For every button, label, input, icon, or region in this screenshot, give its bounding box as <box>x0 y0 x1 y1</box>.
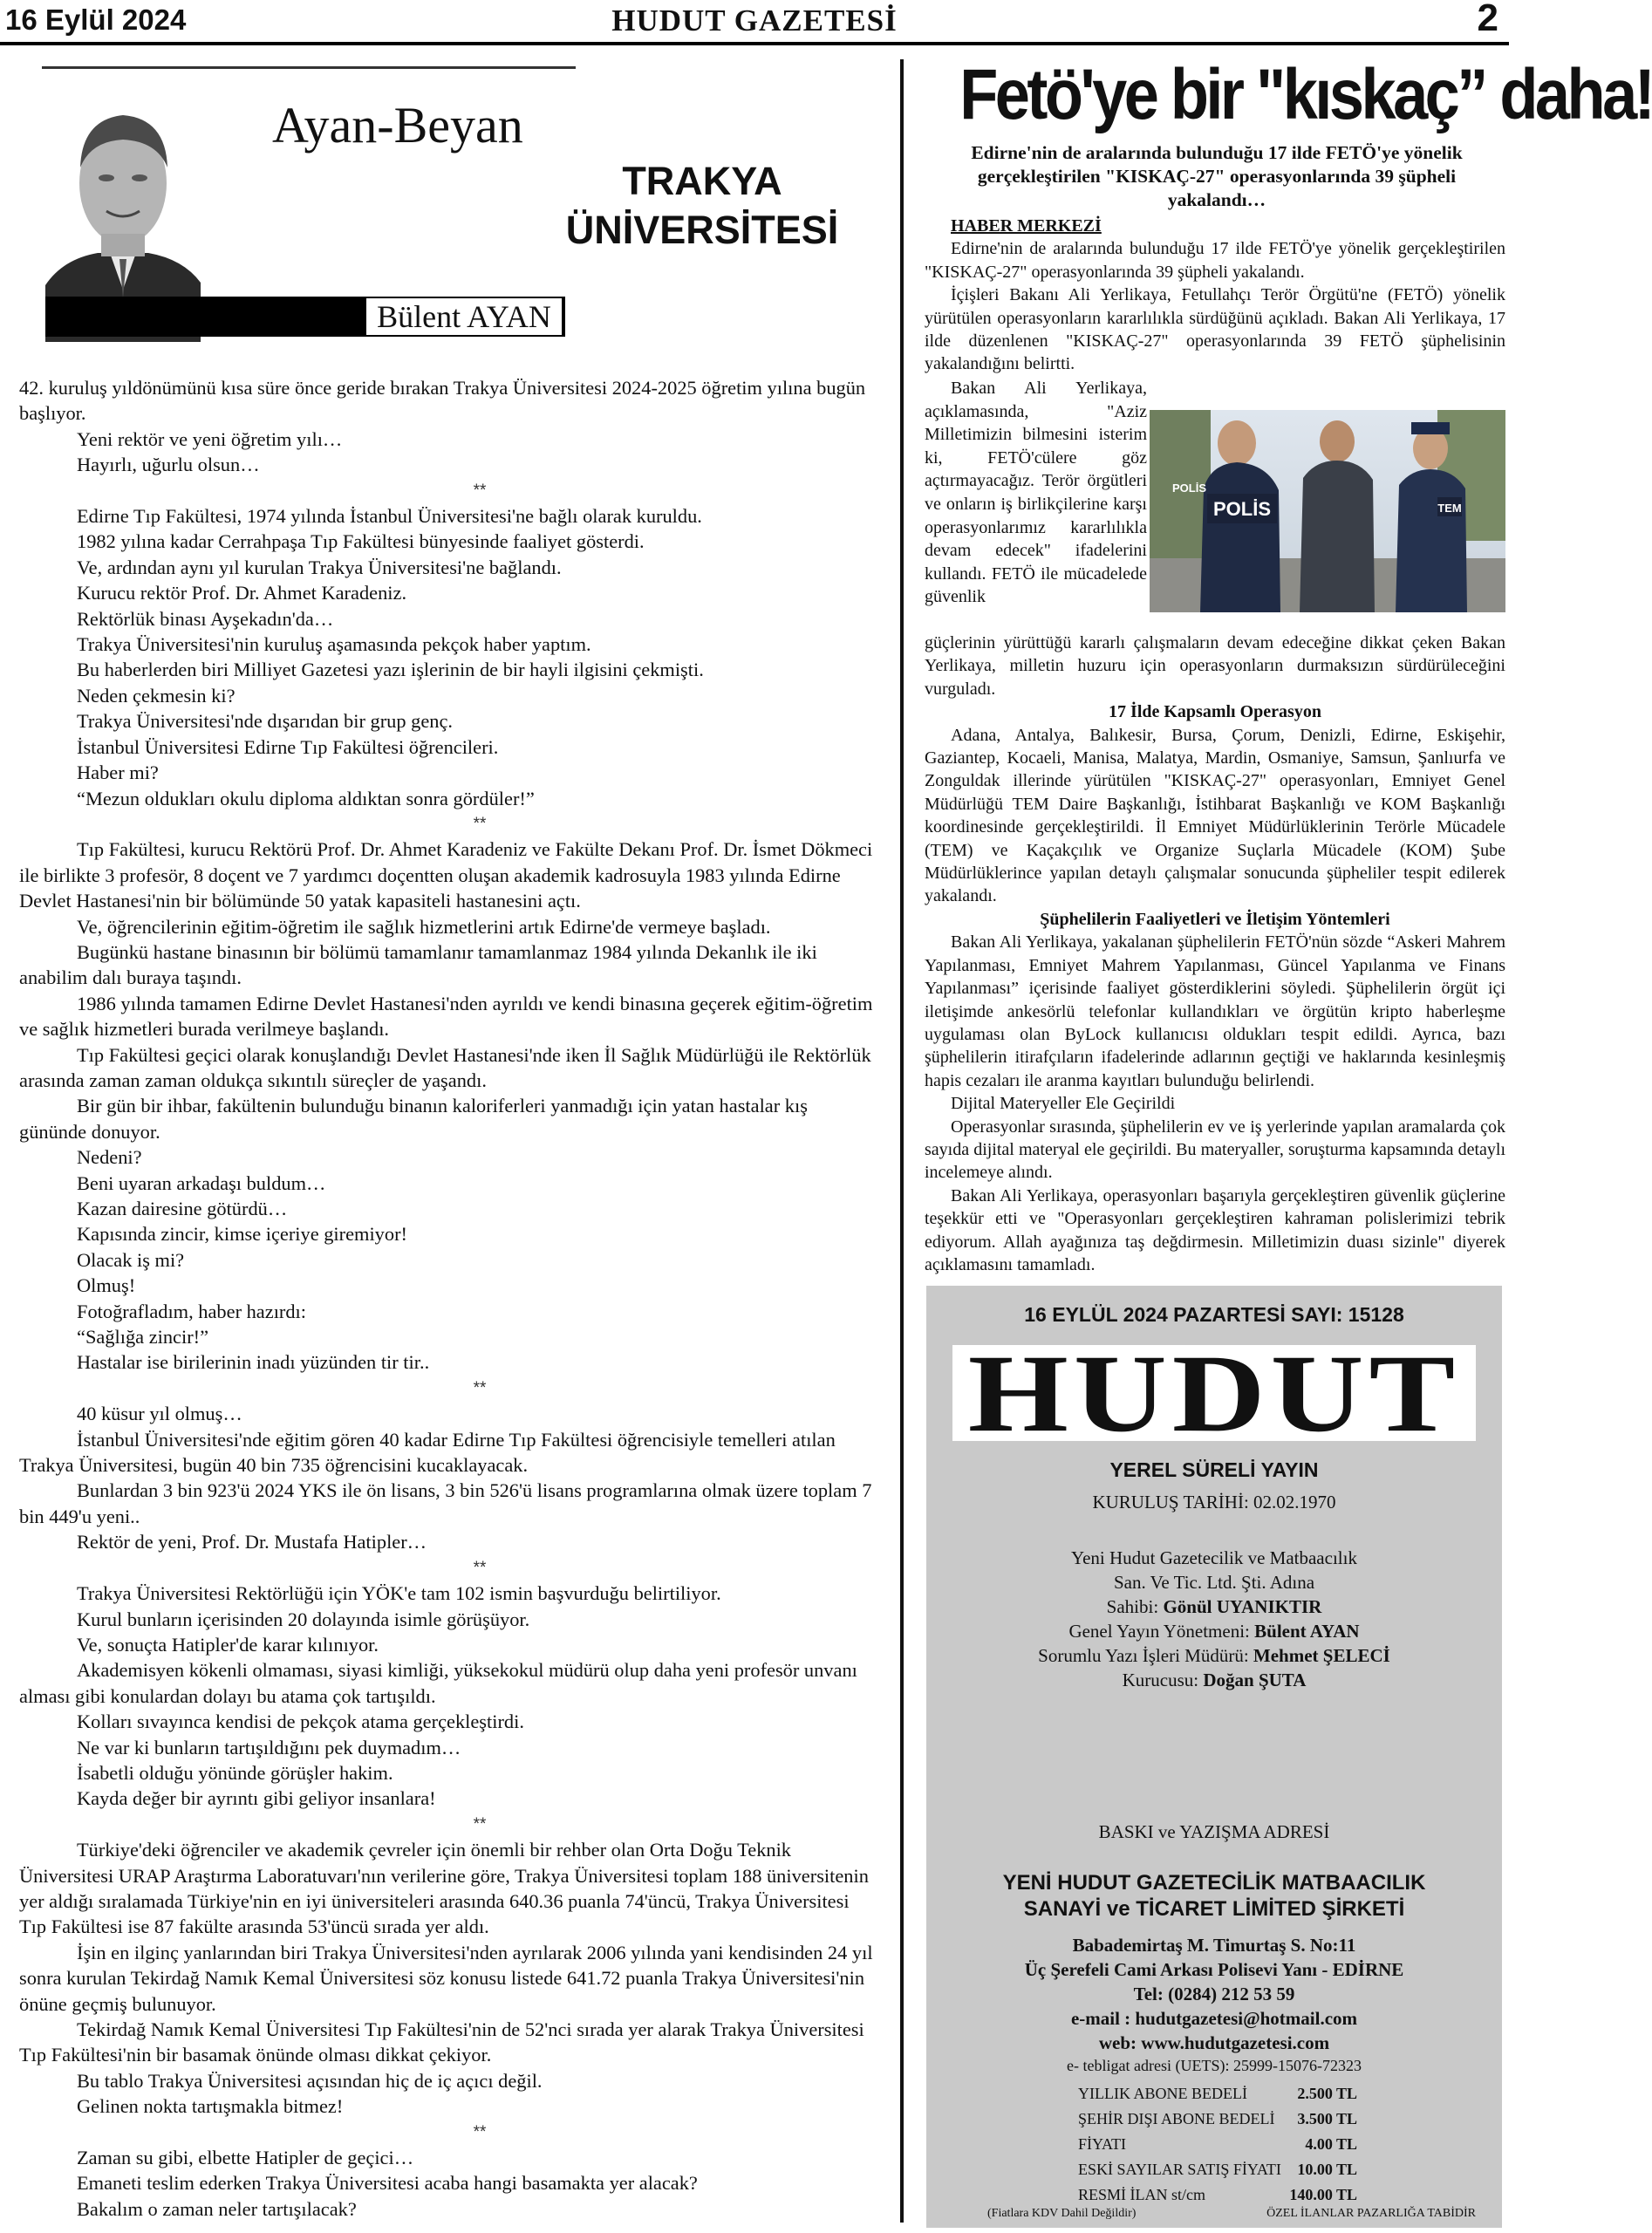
price-value: 2.500 TL <box>1297 2085 1357 2102</box>
article-paragraph: Zaman su gibi, elbette Hatipler de geçici… <box>77 2147 414 2169</box>
price-label: YILLIK ABONE BEDELİ <box>1078 2085 1247 2102</box>
masthead-logo <box>952 1332 1476 1456</box>
article-paragraph: Bu tablo Trakya Üniversitesi açısından hiç de iç açıcı değil. <box>77 2069 543 2092</box>
article-paragraph: Hastalar ise birilerinin inadı yüzünden tir tir.. <box>77 1351 430 1374</box>
article-paragraph: 1986 yılında tamamen Edirne Devlet Hastanesi'nden ayrıldı ve kendi binasına geçerek eğitim-öğretim ve sağlık hizmetleri burada verilmeye başlandı. <box>19 992 873 1041</box>
news-paragraph: Bakan Ali Yerlikaya, yakalanan şüphelilerin FETÖ'nün sözde “Askeri Mahrem Yapılanması, Emniyet Mahrem Yapılanması, Güncel Yapılanma ve Finans Yapılanması” içerisinde faaliyet gösterdiklerini söyledi. Şüphelilerin örgüt içi iletişimde ankesörlü telefonlar kullandıkları ve örgütün kripto haberleşme uygulaması olan ByLock kullanıcısı oldukları tespit edildi. Ayrıca, bazı şüphelilerin itirafçıların ifadelerinde adlarının geçtiği ve haklarında kesinleşmiş hapis cezaları ile aranma kayıtları bulunduğu belirlendi. <box>925 932 1505 1090</box>
masthead-issue: 16 EYLÜL 2024 PAZARTESİ SAYI: 15128 <box>1024 1303 1404 1326</box>
masthead-web: web: www.hudutgazetesi.com <box>1098 2032 1330 2053</box>
article-paragraph: İşin en ilginç yanlarından biri Trakya Üniversitesi'nden ayrılarak 2006 yılında yani kendisinden 24 yıl sonra kurulan Tekirdağ Namık Kemal Üniversitesi söz konusu listede 641.72 puanla Trakya Üniversitesi'nin önüne geçmiş bulunuyor. <box>19 1941 873 2015</box>
masthead-address-title: BASKI ve YAZIŞMA ADRESİ <box>1098 1821 1330 1842</box>
article-paragraph: Trakya Üniversitesi Rektörlüğü için YÖK'e tam 102 ismin başvurduğu belirtiliyor. <box>77 1582 721 1605</box>
column-title: Ayan-Beyan <box>272 97 523 154</box>
section-separator: ** <box>473 2122 487 2141</box>
newspaper-name: HUDUT GAZETESİ <box>611 3 898 38</box>
article-paragraph: Ne var ki bunların tartışıldığını pek duymadım… <box>77 1736 461 1758</box>
news-paragraph: güçlerinin yürüttüğü kararlı çalışmaların devam edeceğine dikkat çeken Bakan Yerlikaya, milletin huzuru için operasyonların durmaksızın sürdürüleceğini vurguladı. <box>925 633 1505 699</box>
news-subheadline: Edirne'nin de aralarında bulunduğu 17 ilde FETÖ'ye yönelik gerçekleştirilen "KISKAÇ-27" operasyonlarında 39 şüpheli yakalandı… <box>971 142 1463 210</box>
masthead-founder <box>926 1670 1502 1691</box>
article-paragraph: Emaneti teslim ederken Trakya Üniversitesi acaba hangi basamakta yer alacak? <box>77 2172 698 2195</box>
founder-name: Doğan ŞUTA <box>1203 1670 1307 1690</box>
article-paragraph: Haber mi? <box>77 761 159 784</box>
price-label: ŞEHİR DIŞI ABONE BEDELİ <box>1078 2110 1275 2127</box>
article-paragraph: Bu haberlerden biri Milliyet Gazetesi yazı işlerinin de bir hayli ilgisini çekmişti. <box>77 659 704 681</box>
masthead-tel: Tel: (0284) 212 53 59 <box>1133 1984 1295 2004</box>
price-label: FİYATI <box>1078 2135 1127 2153</box>
article-paragraph: Akademisyen kökenli olmaması, siyasi kimliği, yüksekokul müdürü olup daha yeni profesör unvanı alması gibi konulardan dolayı bu atama çok tartışıldı. <box>19 1659 857 1707</box>
article-paragraph: Türkiye'deki öğrenciler ve akademik çevreler için önemli bir rehber olan Orta Doğu Teknik Üniversitesi URAP Araştırma Laboratuvarı'nın verilerine göre, Trakya Üniversitesi toplam 188 üniversitenin yer aldığı sıralamada Türkiye'nin en iyi üniversiteleri arasında 640.36 puanla 74'üncü, Trakya Üniversitesi Tıp Fakültesi ise 87 fakülte arasında 53'üncü sırada yer aldı. <box>19 1839 869 1938</box>
news-paragraph: Bakan Ali Yerlikaya, operasyonları başarıyla gerçekleştiren güvenlik güçlerine teşekkür etti ve "Operasyonları gerçekleştiren kahraman polislerimizi tebrik ediyorum. Allah ayağınıza taş değdirmesin. Milletimizin duası sizinle" diyerek açıklamasını tamamladı. <box>925 1185 1505 1274</box>
news-paragraph: Edirne'nin de aralarında bulunduğu 17 ilde FETÖ'ye yönelik gerçekleştirilen "KISKAÇ-27" operasyonlarında 39 şüpheli yakalandı. <box>925 239 1505 282</box>
price-row <box>1078 2157 1357 2182</box>
section-separator: ** <box>473 1814 487 1834</box>
article-paragraph: Kazan dairesine götürdü… <box>77 1198 288 1219</box>
article-paragraph: Kolları sıvayınca kendisi de pekçok atama gerçekleştirdi. <box>77 1711 524 1733</box>
column-subject <box>554 157 850 255</box>
section-separator: ** <box>473 814 487 833</box>
price-list <box>1078 2081 1357 2208</box>
price-label: RESMİ İLAN st/cm <box>1078 2186 1205 2203</box>
article-paragraph: Hayırlı, uğurlu olsun… <box>77 454 260 476</box>
header-rule <box>0 42 1509 45</box>
article-paragraph: “Mezun oldukları okulu diploma aldıktan sonra gördüler!” <box>77 787 535 809</box>
police-photo <box>1150 410 1505 612</box>
article-paragraph: Beni uyaran arkadaşı buldum… <box>77 1171 326 1194</box>
note-right: ÖZEL İLANLAR PAZARLIĞA TABİDİR <box>1266 2207 1476 2220</box>
masthead-email: e-mail : hudutgazetesi@hotmail.com <box>1070 2008 1358 2029</box>
masthead-editor <box>926 1645 1502 1667</box>
corp-line: SANAYİ ve TİCARET LİMİTED ŞİRKETİ <box>1023 1897 1405 1921</box>
news-wrap-text <box>925 377 1147 609</box>
article-paragraph: Bakalım o zaman neler tartışılacak? <box>77 2197 357 2220</box>
subject-line: TRAKYA <box>622 159 782 203</box>
page-number: 2 <box>1477 0 1498 39</box>
masthead-address: Babademirtaş M. Timurtaş S. No:11 <box>1072 1935 1356 1956</box>
section-separator: ** <box>473 481 487 500</box>
news-subheading: 17 İlde Kapsamlı Operasyon <box>1109 702 1321 722</box>
news-body-top <box>925 215 1505 376</box>
price-label: ESKİ SAYILAR SATIŞ FİYATI <box>1078 2161 1281 2178</box>
news-headline: Fetö'ye bir "kıskaç” daha! <box>959 55 1652 134</box>
price-value: 140.00 TL <box>1289 2186 1357 2203</box>
masthead-kind: YEREL SÜRELİ YAYIN <box>1109 1458 1319 1481</box>
masthead-notes <box>987 2207 1476 2221</box>
news-byline: HABER MERKEZİ <box>951 216 1102 236</box>
price-value: 3.500 TL <box>1297 2110 1357 2127</box>
logo-text: HUDUT <box>967 1332 1461 1456</box>
article-paragraph: Tekirdağ Namık Kemal Üniversitesi Tıp Fakültesi'nin de 52'nci sırada yer alarak Trakya Üniversitesi Tıp Fakültesi'nin bir basamak önünde olması dikkat çekiyor. <box>19 2018 864 2066</box>
price-row <box>1078 2182 1357 2208</box>
article-paragraph: 1982 yılına kadar Cerrahpaşa Tıp Fakültesi bünyesinde faaliyet gösterdi. <box>77 530 645 553</box>
article-paragraph: İstanbul Üniversitesi Edirne Tıp Fakültesi öğrencileri. <box>77 735 499 758</box>
label: Kurucusu: <box>1122 1670 1199 1690</box>
vest-label: POLİS <box>1212 498 1272 520</box>
news-paragraph: Dijital Materyeller Ele Geçirildi <box>951 1094 1176 1114</box>
article-paragraph: İstanbul Üniversitesi'nde eğitim gören 40 kadar Edirne Tıp Fakültesi öğrencisiyle temelleri atılan Trakya Üniversitesi, bugün 40 bin 735 öğrencisini kucaklayacak. <box>19 1428 836 1477</box>
masthead-director <box>926 1621 1502 1642</box>
masthead-publisher: San. Ve Tic. Ltd. Şti. Adına <box>1113 1572 1315 1593</box>
article-paragraph: Kapısında zincir, kimse içeriye giremiyor! <box>77 1223 407 1246</box>
article-paragraph: Bunlardan 3 bin 923'ü 2024 YKS ile ön lisans, 3 bin 526'ü lisans programlarına olmak üzere toplam 7 bin 449'u yeni.. <box>19 1479 872 1527</box>
label: Sahibi: <box>1106 1596 1159 1617</box>
article-paragraph: Kurul bunların içerisinden 20 dolayında isimle görüşüyor. <box>77 1608 530 1630</box>
article-paragraph: Kayda değer bir ayrıntı gibi geliyor insanlara! <box>77 1787 436 1810</box>
masthead-uets: e- tebligat adresi (UETS): 25999-15076-72323 <box>1067 2057 1362 2074</box>
article-paragraph: Gelinen nokta tartışmakla bitmez! <box>77 2095 344 2118</box>
article-paragraph: Ve, ardından aynı yıl kurulan Trakya Üniversitesi'ne bağlandı. <box>77 556 562 578</box>
price-value: 4.00 TL <box>1305 2135 1357 2153</box>
news-paragraph: Adana, Antalya, Balıkesir, Bursa, Çorum, Denizli, Edirne, Eskişehir, Gaziantep, Kocaeli, Manisa, Malatya, Mardin, Osmaniye, Samsun, Şanlıurfa ve Zonguldak illerinde yürütülen "KISKAÇ-27" operasyonları, Emniyet Genel Müdürlüğü TEM Daire Başkanlığı, İstihbarat Başkanlığı ve KOM Başkanlığı koordinesinde gerçekleştirildi. İl Emniyet Müdürlüklerinin Terörle Mücadele (TEM) ve Kaçakçılık ve Organize Suçlarla Mücadele (KOM) Şube Müdürlüklerince yapılan detaylı çalışmalar sonucunda şüpheliler tespit edilerek yakalandı. <box>925 725 1505 906</box>
article-paragraph: Rektörlük binası Ayşekadın'da… <box>77 607 334 630</box>
masthead-corp <box>926 1870 1502 1922</box>
news-paragraph: Bakan Ali Yerlikaya, açıklamasında, "Aziz Milletimizin bilmesini isterim ki, FETÖ'cülere göz açtırmayacağız. Terör örgütleri ve onların iş birlikçilerine karşı operasyonlarımız kararlılıkla devam edecek" ifadelerini kullandı. FETÖ ile mücadelede güvenlik <box>925 379 1147 607</box>
section-separator: ** <box>473 1558 487 1577</box>
article-paragraph: Tıp Fakültesi, kurucu Rektörü Prof. Dr. Ahmet Karadeniz ve Fakülte Dekanı Prof. Dr. İsmet Dökmeci ile birlikte 3 profesör, 8 doçent ve 7 yardımcı doçentten oluşan akademik kadrosuyla 1983 yılında Edirne Devlet Hastanesi'nin bir bölümünde 50 yatak kapasiteli hastanesini açtı. <box>19 838 873 912</box>
price-row <box>1078 2132 1357 2157</box>
masthead-owner <box>926 1596 1502 1618</box>
owner-name: Gönül UYANIKTIR <box>1163 1596 1322 1617</box>
masthead-address: Üç Şerefeli Cami Arkası Polisevi Yanı - EDİRNE <box>1024 1959 1404 1980</box>
masthead-founded: KURULUŞ TARİHİ: 02.02.1970 <box>1092 1492 1336 1513</box>
article-paragraph: Fotoğrafladım, haber hazırdı: <box>77 1300 307 1322</box>
masthead-publisher: Yeni Hudut Gazetecilik ve Matbaacılık <box>1071 1547 1357 1568</box>
editor-name: Mehmet ŞELECİ <box>1253 1645 1390 1666</box>
news-paragraph: Operasyonlar sırasında, şüphelilerin ev ve iş yerlerinde yapılan aramalarda çok sayıda dijital materyal ele geçirildi. Bu materyaller, soruşturma kapsamında detaylı incelemeye alındı. <box>925 1116 1505 1183</box>
page-header <box>0 0 1509 44</box>
article-paragraph: “Sağlığa zincir!” <box>77 1326 209 1349</box>
article-paragraph: Tıp Fakültesi geçici olarak konuşlandığı Devlet Hastanesi'nde iken İl Sağlık Müdürlüğü ile Rektörlük arasında zaman zaman oldukça sıkıntılı süreçler de yaşandı. <box>19 1043 871 1091</box>
article-paragraph: Trakya Üniversitesi'nde dışarıdan bir grup genç. <box>77 710 454 733</box>
article-paragraph: İsabetli olduğu yönünde görüşler hakim. <box>77 1761 393 1784</box>
news-subheading: Şüphelilerin Faaliyetleri ve İletişim Yöntemleri <box>1040 909 1390 929</box>
section-separator: ** <box>473 1378 487 1397</box>
sleeve-label: POLİS <box>1172 481 1207 495</box>
article-paragraph: Ve, öğrencilerinin eğitim-öğretim ile sağlık hizmetlerini artık Edirne'de vermeye başladı. <box>77 915 771 938</box>
article-paragraph: 42. kuruluş yıldönümünü kısa süre önce geride bırakan Trakya Üniversitesi 2024-2025 öğretim yılına bugün başlıyor. <box>19 377 866 425</box>
label: Genel Yayın Yönetmeni: <box>1068 1621 1250 1642</box>
news-body-rest <box>925 632 1505 1276</box>
column-top-rule <box>42 66 576 69</box>
column-article <box>19 375 879 2222</box>
corp-line: YENİ HUDUT GAZETECİLİK MATBAACILIK <box>1002 1871 1426 1895</box>
article-paragraph: Bugünkü hastane binasının bir bölümü tamamlanır tamamlanmaz 1984 yılında Dekanlık ile iki anabilim dalı buraya taşındı. <box>19 940 817 989</box>
article-paragraph: Olacak iş mi? <box>77 1248 185 1271</box>
article-paragraph: 40 küsur yıl olmuş… <box>77 1403 242 1425</box>
article-paragraph: Neden çekmesin ki? <box>77 684 236 707</box>
article-paragraph: Olmuş! <box>77 1274 136 1297</box>
article-paragraph: Bir gün bir ihbar, fakültenin bulunduğu binanın kaloriferleri yanmadığı için yatan hastalar kış gününde donuyor. <box>19 1095 808 1143</box>
author-name: Bülent AYAN <box>366 298 562 335</box>
price-value: 10.00 TL <box>1297 2161 1357 2178</box>
tem-label: TEM <box>1437 502 1462 515</box>
label: Sorumlu Yazı İşleri Müdürü: <box>1038 1645 1249 1666</box>
column-divider <box>900 59 904 2223</box>
director-name: Bülent AYAN <box>1254 1621 1360 1642</box>
article-paragraph: Kurucu rektör Prof. Dr. Ahmet Karadeniz. <box>77 582 407 604</box>
article-paragraph: Rektör de yeni, Prof. Dr. Mustafa Hatipler… <box>77 1531 427 1554</box>
masthead-box <box>926 1286 1502 2228</box>
subject-line: ÜNİVERSİTESİ <box>565 208 839 252</box>
note-left: (Fiatlara KDV Dahil Değildir) <box>987 2207 1137 2220</box>
article-paragraph: Trakya Üniversitesi'nin kuruluş aşamasında pekçok haber yaptım. <box>77 633 591 656</box>
price-row <box>1078 2081 1357 2107</box>
article-paragraph: Edirne Tıp Fakültesi, 1974 yılında İstanbul Üniversitesi'ne bağlı olarak kuruldu. <box>77 505 702 528</box>
article-paragraph: Yeni rektör ve yeni öğretim yılı… <box>77 427 343 450</box>
article-paragraph: Nedeni? <box>77 1146 142 1169</box>
article-paragraph: Ve, sonuçta Hatipler'de karar kılınıyor. <box>77 1633 379 1656</box>
issue-date: 16 Eylül 2024 <box>5 3 187 36</box>
price-row <box>1078 2107 1357 2132</box>
news-paragraph: İçişleri Bakanı Ali Yerlikaya, Fetullahçı Terör Örgütü'ne (FETÖ) yönelik yürütülen operasyonların kararlılıkla sürdüğünü açıkladı. Bakan Ali Yerlikaya, 17 ilde düzenlenen "KISKAÇ-27" operasyonlarında 39 FETÖ şüphelisinin yakalandığını belirtti. <box>925 285 1505 374</box>
